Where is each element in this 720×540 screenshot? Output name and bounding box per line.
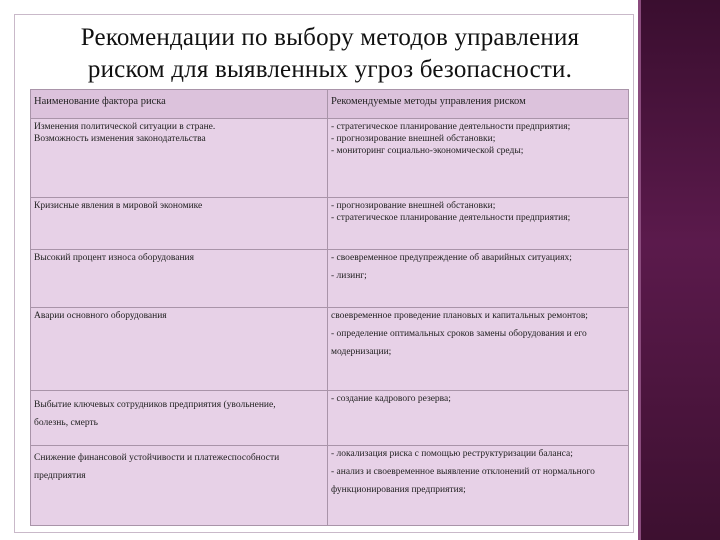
factor-cell bbox=[31, 391, 328, 446]
cell-text: - мониторинг социально-экономической среды; bbox=[331, 146, 524, 156]
cell-text: Аварии основного оборудования bbox=[34, 311, 167, 321]
cell-text: - своевременное предупреждение об аварийных ситуациях; bbox=[331, 253, 572, 263]
title-line-1: Рекомендации по выбору методов управления bbox=[80, 24, 580, 51]
cell-text: модернизации; bbox=[331, 347, 392, 357]
table-row bbox=[31, 391, 629, 446]
factor-cell bbox=[31, 250, 328, 308]
factor-cell bbox=[31, 119, 328, 198]
cell-text: - стратегическое планирование деятельности предприятия; bbox=[331, 122, 571, 132]
cell-text: Снижение финансовой устойчивости и платежеспособности bbox=[34, 453, 280, 463]
cell-text: - определение оптимальных сроков замены оборудования и его bbox=[331, 329, 587, 339]
methods-cell bbox=[328, 119, 629, 198]
cell-text: - создание кадрового резерва; bbox=[331, 394, 451, 404]
table-row bbox=[31, 198, 629, 250]
cell-text: предприятия bbox=[34, 471, 86, 481]
header-factor: Наименование фактора риска bbox=[31, 90, 328, 119]
cell-text: Изменения политической ситуации в стране. bbox=[34, 122, 216, 132]
table-row bbox=[31, 446, 629, 526]
slide-title bbox=[30, 22, 630, 86]
cell-text: функционирования предприятия; bbox=[331, 485, 466, 495]
decorative-side-strip bbox=[638, 0, 720, 540]
header-methods: Рекомендуемые методы управления риском bbox=[328, 90, 629, 119]
cell-text: своевременное проведение плановых и капитальных ремонтов; bbox=[331, 311, 588, 321]
factor-cell bbox=[31, 446, 328, 526]
cell-text: - стратегическое планирование деятельности предприятия; bbox=[331, 213, 571, 223]
cell-text: - лизинг; bbox=[331, 271, 367, 281]
cell-text: Высокий процент износа оборудования bbox=[34, 253, 194, 263]
factor-cell bbox=[31, 308, 328, 391]
title-line-2: риском для выявленных угроз безопасности. bbox=[87, 56, 573, 83]
factor-cell bbox=[31, 198, 328, 250]
methods-cell bbox=[328, 446, 629, 526]
cell-text: - анализ и своевременное выявление отклонений от нормального bbox=[331, 467, 595, 477]
table-row bbox=[31, 119, 629, 198]
methods-cell bbox=[328, 308, 629, 391]
cell-text: Выбытие ключевых сотрудников предприятия (увольнение, bbox=[34, 400, 276, 410]
cell-text: - прогнозирование внешней обстановки; bbox=[331, 201, 496, 211]
risk-methods-table bbox=[30, 89, 629, 526]
table-row bbox=[31, 250, 629, 308]
cell-text: Кризисные явления в мировой экономике bbox=[34, 201, 203, 211]
methods-cell bbox=[328, 198, 629, 250]
cell-text: - прогнозирование внешней обстановки; bbox=[331, 134, 496, 144]
methods-cell bbox=[328, 391, 629, 446]
table-header-row bbox=[31, 90, 629, 119]
cell-text: - локализация риска с помощью реструктуризации баланса; bbox=[331, 449, 573, 459]
table-row bbox=[31, 308, 629, 391]
methods-cell bbox=[328, 250, 629, 308]
cell-text: болезнь, смерть bbox=[34, 418, 99, 428]
cell-text: Возможность изменения законодательства bbox=[34, 134, 206, 144]
